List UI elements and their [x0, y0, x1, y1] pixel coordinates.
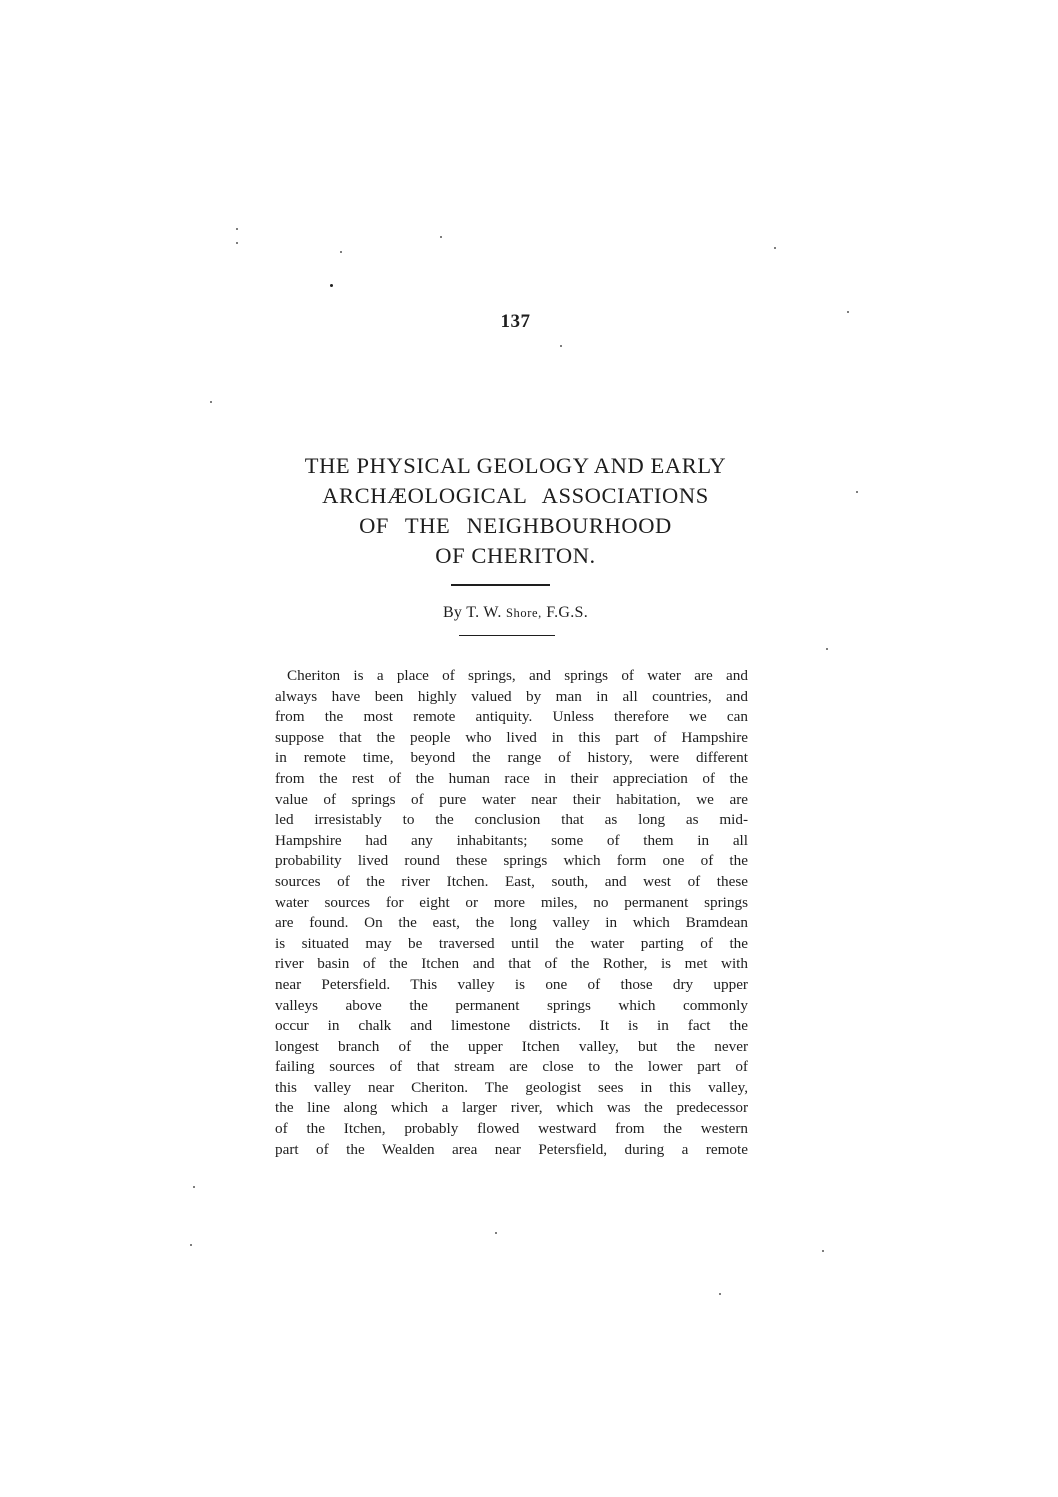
body-line: Cheriton is a place of springs, and springs of water are and — [287, 667, 748, 684]
body-line: from the rest of the human race in their appreciation of the — [275, 769, 748, 787]
body-line: from the most remote antiquity. Unless therefore we can — [275, 708, 748, 726]
body-line: sources of the river Itchen. East, south, and west of these — [275, 872, 748, 890]
scan-speck — [826, 648, 828, 650]
body-line: occur in chalk and limestone districts. It is in fact the — [275, 1017, 748, 1035]
article-body — [275, 666, 748, 1160]
title-line-3: OF THE NEIGHBOURHOOD — [359, 513, 672, 538]
byline-prefix: By — [442, 604, 463, 621]
author-initials: T. W. — [466, 604, 502, 621]
body-line: always have been highly valued by man in all countries, and — [275, 687, 748, 705]
body-line: water sources for eight or more miles, no permanent springs — [275, 893, 748, 911]
scan-speck — [847, 311, 849, 313]
scan-speck — [190, 1244, 192, 1246]
page-number: 137 — [500, 311, 531, 332]
title-rule — [451, 584, 550, 586]
body-line: suppose that the people who lived in this part of Hampshire — [275, 728, 748, 746]
scan-speck — [236, 228, 238, 230]
body-line: valleys above the permanent springs which commonly — [275, 996, 748, 1014]
body-line: river basin of the Itchen and that of the Rother, is met with — [275, 955, 748, 973]
body-line: is situated may be traversed until the water parting of the — [275, 934, 748, 952]
scan-speck — [210, 401, 212, 403]
scan-speck — [495, 1232, 497, 1234]
byline — [0, 604, 1031, 622]
title-line-4: OF CHERITON. — [435, 543, 596, 568]
body-line: probability lived round these springs which form one of the — [275, 852, 748, 870]
body-line: part of the Wealden area near Petersfield, during a remote — [275, 1140, 748, 1158]
scan-speck — [822, 1250, 824, 1252]
title-line-2: ARCHÆOLOGICAL ASSOCIATIONS — [322, 483, 709, 508]
body-line: this valley near Cheriton. The geologist sees in this valley, — [275, 1078, 748, 1096]
body-line: value of springs of pure water near their habitation, we are — [275, 790, 748, 808]
body-line: are found. On the east, the long valley in which Bramdean — [275, 914, 748, 932]
author-suffix: F.G.S. — [546, 604, 589, 621]
scan-speck — [774, 247, 776, 249]
body-line: near Petersfield. This valley is one of those dry upper — [275, 975, 748, 993]
scan-speck — [340, 251, 342, 253]
scan-speck — [719, 1293, 721, 1295]
body-line: longest branch of the upper Itchen valley, but the never — [275, 1037, 748, 1055]
scan-speck — [330, 284, 333, 287]
article-title — [0, 451, 1031, 571]
title-line-1: THE PHYSICAL GEOLOGY AND EARLY — [304, 453, 727, 478]
scan-speck — [193, 1186, 195, 1188]
body-line: Hampshire had any inhabitants; some of them in all — [275, 831, 748, 849]
scan-speck — [560, 345, 562, 347]
body-line: of the Itchen, probably flowed westward from the western — [275, 1120, 748, 1138]
scan-speck — [236, 242, 238, 244]
body-line: led irresistably to the conclusion that as long as mid- — [275, 811, 748, 829]
author-surname: Shore, — [505, 606, 542, 620]
body-line: the line along which a larger river, which was the predecessor — [275, 1099, 748, 1117]
body-line: in remote time, beyond the range of history, were different — [275, 749, 748, 767]
byline-rule — [459, 635, 555, 636]
body-line: failing sources of that stream are close to the lower part of — [275, 1058, 748, 1076]
scan-speck — [856, 491, 858, 493]
scan-speck — [440, 236, 442, 238]
